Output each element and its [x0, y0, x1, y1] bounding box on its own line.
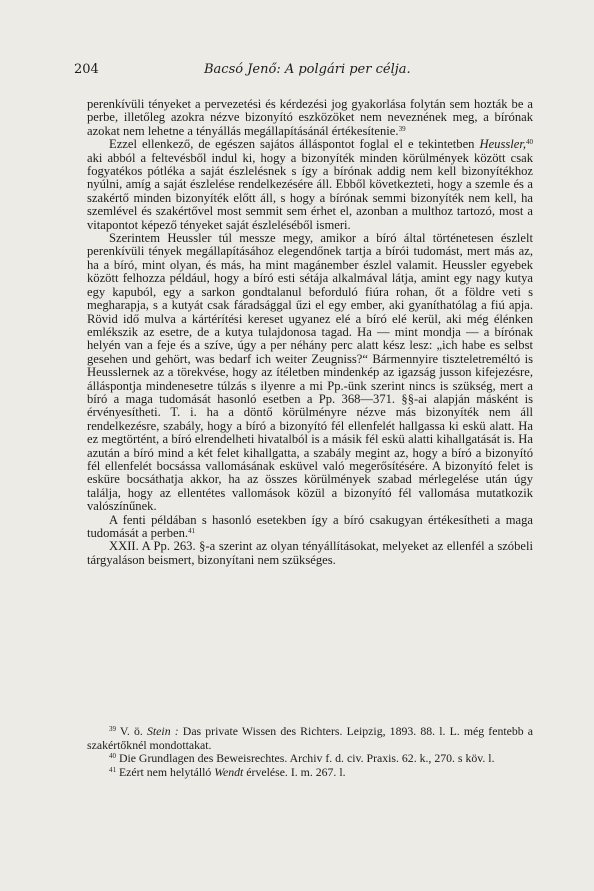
footnote-text: Die Grundlagen des Beweisrechtes. Archiv f. d. civ. Praxis. 62. k., 270. s köv. l. — [118, 751, 495, 765]
footnote-mark: 39 — [109, 725, 116, 733]
footnote-author: Wendt — [214, 764, 244, 779]
paragraph: XXII. A Pp. 263. §-a szerint az olyan tényállításokat, melyeket az ellenfél a szóbeli tárgyaláson beismert, bizonyítani nem szükséges. — [87, 539, 533, 567]
footnote-mark: 40 — [109, 752, 116, 760]
paragraph-text: perenkívüli tényeket a pervezetési és kérdezési jog gyakorlása folytán sem hozták be a perbe, illetőleg azokra nézve bizonyító eszközöket nem neveznének meg, a bírónak azokat nem lehetne a tényállás megállapításánál értékesítenie. — [87, 97, 533, 138]
running-title: Bacsó Jenő: A polgári per célja. — [204, 62, 411, 77]
footnote-ref-41: 41 — [188, 527, 196, 535]
paragraph-text: aki abból a feltevésből indul ki, hogy a bizonyíték minden körülmények között csak fogyatékos pótléka a saját észlelésnek s így a bírónak addig nem kell bizonyítékhoz nyúlni, amíg a saját észlelése rendelkezésére áll. Ebből következteti, hogy a szemle és a szakértő minden bizonyíték előtt áll, s hogy a bírónak semmi bizonyíték nem kell, ha szemlével és szakértővel most semmit sem érhet el, azonban a multhoz tartozó, most a vitapontot képező tényeket saját észleléséből ismeri. — [87, 150, 533, 232]
paragraph — [87, 138, 533, 232]
footnote-ref-39: 39 — [398, 124, 406, 133]
paragraph-text: Ezzel ellenkező, de egészen sajátos álláspontot foglal el e tekintetben — [109, 137, 475, 152]
footnote-39 — [87, 725, 533, 752]
paragraph — [87, 514, 533, 541]
page-header — [74, 62, 524, 82]
author-name: Heussler, — [479, 137, 526, 152]
footnotes — [87, 725, 533, 779]
page-number: 204 — [74, 62, 99, 77]
footnote-text: Das private Wissen des Richters. Leipzig, 1893. 88. l. L. még fentebb a szakértőknél mondottakat. — [87, 724, 534, 752]
footnote-author: Stein : — [147, 724, 179, 738]
footnote-lead: Ezért nem helytálló — [118, 764, 212, 779]
footnote-text: érvelése. I. m. 267. l. — [246, 764, 346, 779]
footnote-41 — [87, 766, 533, 780]
footnote-mark: 41 — [109, 765, 116, 774]
footnote-lead: V. ö. — [119, 724, 143, 738]
footnote-ref-40: 40 — [526, 138, 533, 147]
paragraph-continuation — [87, 98, 533, 138]
footnote-40 — [87, 752, 533, 766]
body-text — [87, 98, 533, 567]
paragraph-text: A fenti példában s hasonló esetekben így a bíró csakugyan értékesítheti a maga tudomását a perben. — [87, 512, 533, 540]
paragraph: Szerintem Heussler túl messze megy, amikor a bíró által történetesen észlelt perenkívüli tények megállapításához elegendőnek tartja a bírói tudomást, mert más az, ha a bíró, mint olyan, és más, ha mint magánember észlel valamit. Heussler egyebek között felhozza például, hogy a bíró esti sétája alkalmával látja, amint egy nagy kutya egy kapuból, egy a sarkon gondtalanul beforduló fiúra rohan, őt a földre veti s megharapja, s a kutyát csak fáradsággal űzi el egy ember, aki gyaníthatólag a fiú apja. Rövid idő mulva a kártérítési kereset ugyanez elé a bíró elé kerül, aki még élénken emlékszik az esetre, de a kutya tulajdonosa tagad. Ha — mint mondja — a bírónak helyén van a feje és a szíve, úgy a per néhány perc alatt kész lesz: „ich habe es selbst gesehen und gehört, was bedarf ich weiter Zeugniss?“ Bármennyire tiszteletreméltó is Heusslernek az a törekvése, hogy az ítéletben mindenkép az igazság jusson kifejezésre, álláspontja mindenesetre túlzás s ilyenre a mi Pp.-ünk szerint nincs is szükség, mert a bíró a maga tudomását hasonló esetben a Pp. 368—371. §§-ai alapján másként is érvényesítheti. T. i. ha a döntő körülményre nézve más bizonyíték nem áll rendelkezésre, szabály, hogy a bíró a bizonyító fél ellenfelét hallgassa ki eskü alatt. Ha ez megtörtént, a bíró elrendelheti hivatalból is a másik fél eskü alatti kihallgatását is. Ha azután a bíró mind a két felet kihallgatta, a szabály megint az, hogy a bíró a bizonyító fél ellenfelét bocsássa vallomásának esküvel való megerősítésére. A bizonyító felet is esküre bocsáthatja akkor, ha az összes körülmények szabad mérlegelése után úgy találja, hogy az ellentétes vallomások közül a bizonyító fél vallomása mutatkozik valószínűnek. — [87, 231, 533, 514]
